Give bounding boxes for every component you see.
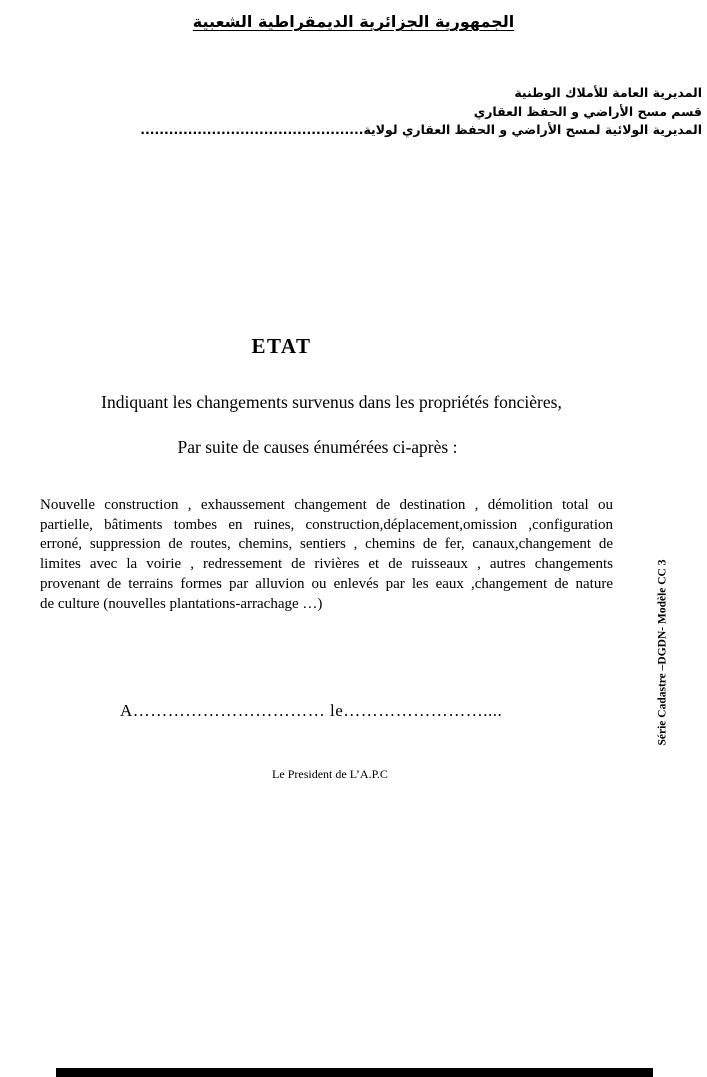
subtitle-line-2: Par suite de causes énumérées ci-après : [177,437,458,457]
causes-paragraph [40,496,613,614]
place-date-blank-line: A…………………………… le…………………….... [120,701,503,720]
country-title-text: الجمهورية الجزائرية الديمقراطية الشعبية [192,12,515,31]
paragraph-line: provenant de terrains formes par alluvion ou enlevés par les eaux ,changement de nature [40,575,613,592]
paragraph-line: de culture (nouvelles plantations-arrachage …) [40,595,323,612]
series-model-side-label: Série Cadastre –DGDN- Modèle CC 3 [656,559,669,746]
subtitle-line-1: Indiquant les changements survenus dans les propriétés foncières, [101,392,562,412]
directorate-line-general: المديرية العامة للأملاك الوطنية [514,85,702,100]
paragraph-line: partielle, bâtiments tombes en ruines, construction,déplacement,omission ,configuration [40,516,613,533]
paragraph-line: erroné, suppression de routes, chemins, sentiers , chemins de fer, canaux,changement de [40,536,613,553]
directorate-header-block [140,84,702,140]
country-title-arabic [0,12,707,31]
scan-artifact-bar [56,1068,653,1077]
directorate-line-department: قسم مسح الأراضي و الحفظ العقاري [473,103,702,119]
signature-label: Le President de L’A.P.C [272,767,388,781]
paragraph-line: limites avec la voirie , redressement de rivières et de ruisseaux , autres changements [40,556,613,573]
paragraph-line: Nouvelle construction , exhaussement changement de destination , démolition total ou [40,497,613,513]
directorate-line-wilaya-blank: المديرية الولائية لمسح الأراضي و الحفظ العقاري لولاية............................................... [140,122,702,137]
document-title: ETAT [251,334,312,358]
